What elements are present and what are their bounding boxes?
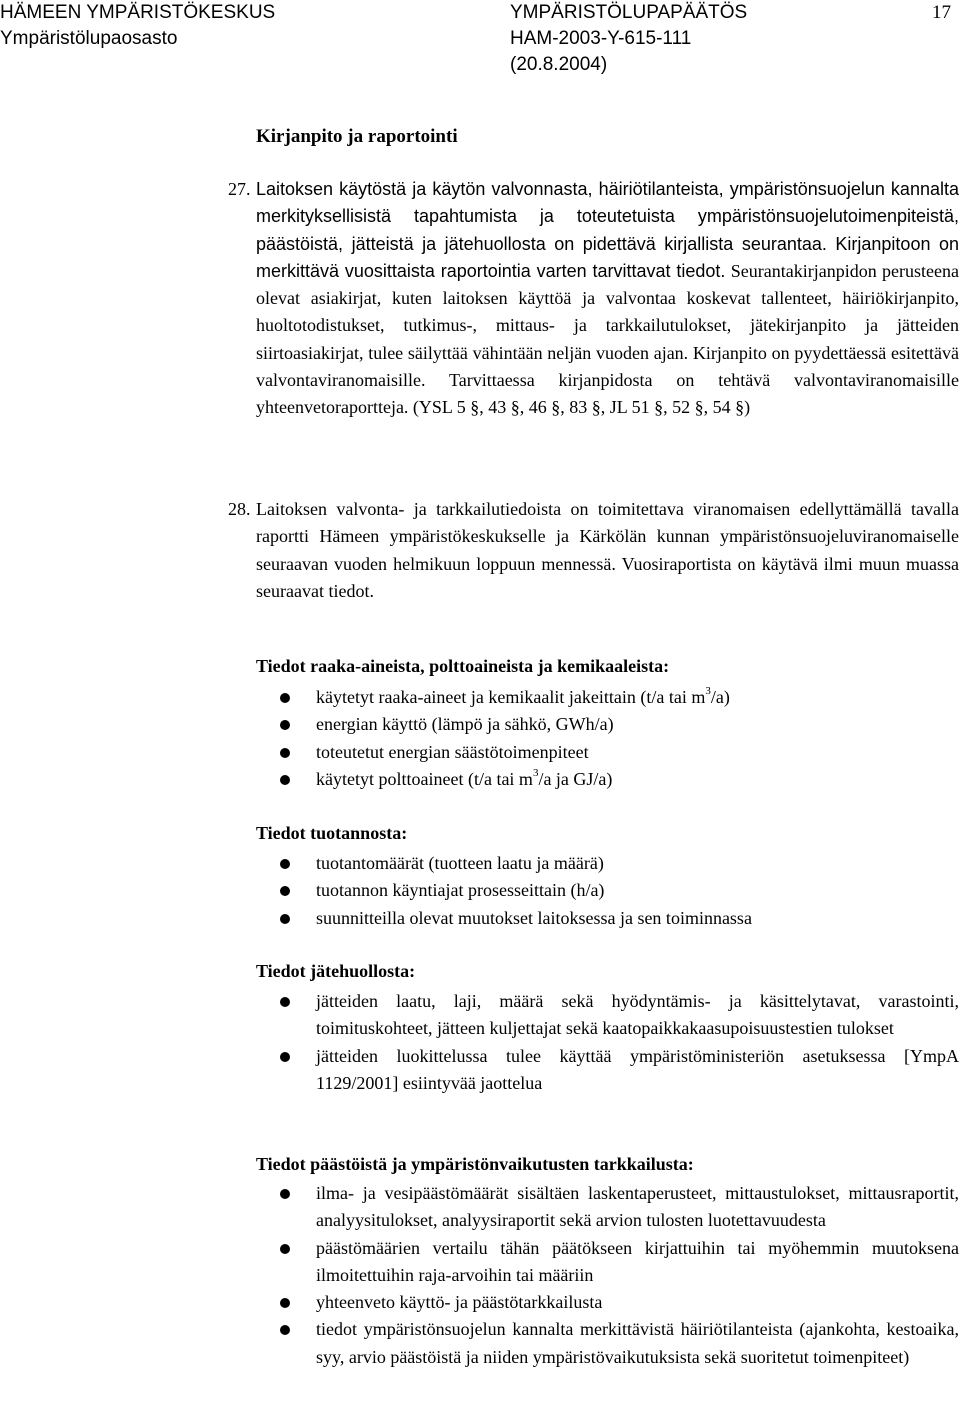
list-item: toteutetut energian säästötoimenpiteet — [256, 739, 959, 766]
page-number: 17 — [932, 2, 951, 23]
bullet-icon — [280, 1244, 290, 1254]
bullet-icon — [280, 1189, 290, 1199]
header-doc-id: HAM-2003-Y-615-111 — [510, 28, 692, 49]
bullet-icon — [280, 693, 290, 703]
list-item: päästömäärien vertailu tähän päätökseen kirjattuihin tai myöhemmin muutoksena ilmoitettuihin raja-arvoihin tai määriin — [256, 1235, 959, 1290]
list-item: ilma- ja vesipäästömäärät sisältäen laskentaperusteet, mittaustulokset, mittausraportit, analyysitulokset, analyysiraportit sekä arvion tulosten luotettavuudesta — [256, 1180, 959, 1235]
item-27-text-part2: Seurantakirjanpidon perusteena olevat asiakirjat, kuten laitoksen käyttöä ja valvontaa koskevat tallenteet, häiriökirjanpito, huoltotodistukset, tutkimus-, mittaus- ja tarkkailutulokset, jätekirjanpito ja jätteiden siirtoasiakirjat, tulee säilyttää vähintään neljän vuoden ajan. Kirjanpito on pyydettäessä esitettävä valvontaviranomaisille. Tarvittaessa kirjanpidosta on tehtävä valvontaviranomaisille yhteenvetoraportteja. (YSL 5 §, 43 §, 46 §, 83 §, JL 51 §, 52 §, 54 §) — [256, 260, 959, 418]
item-27-text-part1: Laitoksen käytöstä ja käytön valvonnasta, häiriötilanteista, ympäristönsuojelun kannalta merkityksellisistä tapahtumista ja toteutetuista ympäristönsuojelutoimenpiteistä, päästöistä, jätteistä ja jätehuollosta on pidettävä kirjallista seurantaa. Kirjanpitoon on merkittävä vuosittaista raportointia varten tarvittavat tiedot. — [256, 179, 959, 281]
list-heading-waste: Tiedot jätehuollosta: — [256, 961, 416, 981]
bullet-icon — [280, 914, 290, 924]
list-raw-materials — [256, 684, 959, 793]
list-item: käytetyt polttoaineet (t/a tai $m^3/a$ ja GJ/a) — [256, 766, 959, 793]
header-unit: Ympäristölupaosasto — [0, 28, 178, 49]
list-item: tiedot ympäristönsuojelun kannalta merkittävistä häiriötilanteista (ajankohta, kestoaika, syy, arvio päästöistä ja niiden ympäristövaikutuksista sekä suoritetut toimenpiteet) — [256, 1316, 959, 1371]
bullet-icon — [280, 1325, 290, 1335]
list-heading-raw-materials: Tiedot raaka-aineista, polttoaineista ja kemikaaleista: — [256, 656, 670, 676]
list-item: tuotannon käyntiajat prosesseittain (h/a) — [256, 877, 959, 904]
list-item: yhteenveto käyttö- ja päästötarkkailusta — [256, 1289, 959, 1316]
bullet-icon — [280, 1298, 290, 1308]
bullet-icon — [280, 997, 290, 1007]
list-waste — [256, 988, 959, 1097]
list-production — [256, 850, 959, 932]
list-item: tuotantomäärät (tuotteen laatu ja määrä) — [256, 850, 959, 877]
bullet-icon — [280, 886, 290, 896]
item-27-text — [256, 176, 959, 422]
section-title: Kirjanpito ja raportointi — [256, 126, 458, 147]
bullet-icon — [280, 1052, 290, 1062]
list-item: jätteiden luokittelussa tulee käyttää ympäristöministeriön asetuksessa [YmpA 1129/2001] esiintyvää jaottelua — [256, 1043, 959, 1098]
bullet-icon — [280, 859, 290, 869]
list-heading-production: Tiedot tuotannosta: — [256, 823, 408, 843]
item-number-27: 27. — [228, 179, 251, 199]
list-item: energian käyttö (lämpö ja sähkö, GWh/a) — [256, 711, 959, 738]
list-item: käytetyt raaka-aineet ja kemikaalit jakeittain (t/a tai $m^3/a$) — [256, 684, 959, 711]
list-item: jätteiden laatu, laji, määrä sekä hyödyntämis- ja käsittelytavat, varastointi, toimituskohteet, jätteen kuljettajat sekä kaatopaikkakaasupoisuustestien tulokset — [256, 988, 959, 1043]
header-org: HÄMEEN YMPÄRISTÖKESKUS — [0, 2, 276, 23]
item-28-text: Laitoksen valvonta- ja tarkkailutiedoista on toimitettava viranomaisen edellyttämällä tavalla raportti Hämeen ympäristökeskukselle ja Kärkölän kunnan ympäristönsuojeluviranomaiselle seuraavan vuoden helmikuun loppuun mennessä. Vuosiraportista on käytävä ilmi muun muassa seuraavat tiedot. — [256, 499, 959, 601]
bullet-icon — [280, 775, 290, 785]
list-heading-emissions: Tiedot päästöistä ja ympäristönvaikutusten tarkkailusta: — [256, 1154, 694, 1174]
bullet-icon — [280, 720, 290, 730]
list-item: suunnitteilla olevat muutokset laitoksessa ja sen toiminnassa — [256, 905, 959, 932]
item-number-28: 28. — [228, 499, 251, 519]
header-doc-date: (20.8.2004) — [510, 54, 608, 75]
header-doc-type: YMPÄRISTÖLUPAPÄÄTÖS — [510, 2, 748, 23]
list-emissions — [256, 1180, 959, 1371]
bullet-icon — [280, 748, 290, 758]
